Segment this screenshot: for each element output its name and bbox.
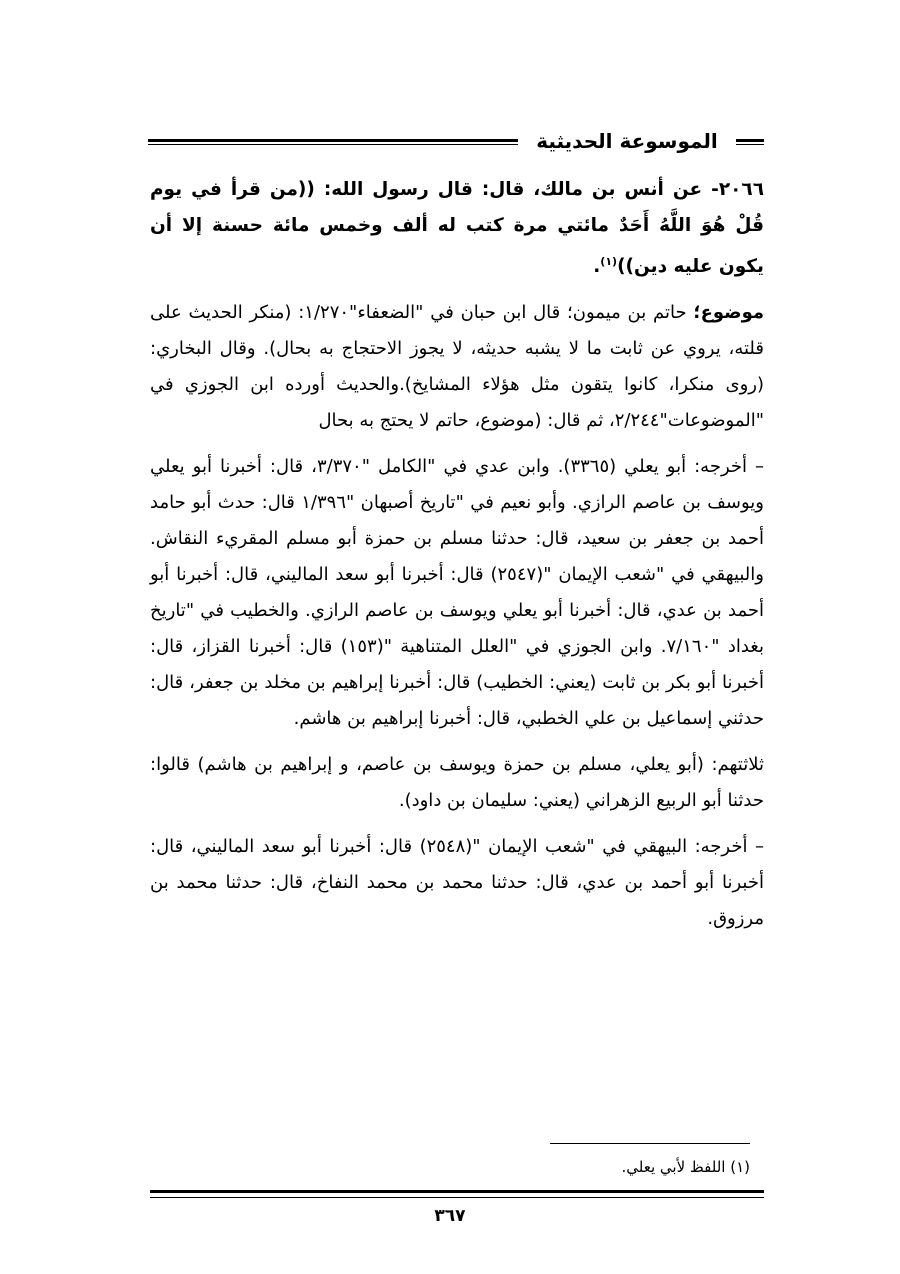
takhrij-paragraph-2: ثلاثتهم: (أبو يعلي، مسلم بن حمزة ويوسف بن عاصم، و إبراهيم بن هاشم) قالوا: حدثنا أبو الربيع الزهراني (يعني: سليمان بن داود).: [150, 754, 764, 812]
page-body: [150, 172, 764, 947]
takhrij-paragraph-3: – أخرجه: البيهقي في "شعب الإيمان "(٢٥٤٨) قال: أخبرنا أبو سعد الماليني، قال: أخبرنا أبو أحمد بن عدي، قال: حدثنا محمد بن محمد النفاخ، قال: حدثنا محمد بن مرزوق.: [150, 836, 764, 930]
page-number: ٣٦٧: [434, 1206, 466, 1226]
grading-text: حاتم بن ميمون؛ قال ابن حبان في "الضعفاء"١/٢٧٠: (منكر الحديث على قلته، يروي عن ثابت ما لا يشبه حديثه، لا يجوز الاحتجاج به بحال). وقال البخاري: (روى منكرا، كانوا يتقون مثل هؤلاء المشايخ).والحديث أورده ابن الجوزي في "الموضوعات"٢/٢٤٤، ثم قال: (موضوع، حاتم لا يحتج به بحال: [150, 302, 764, 432]
footer-rule-thin: [150, 1197, 764, 1198]
footer-rule-thick: [150, 1190, 764, 1193]
footnote-ref: (١): [600, 255, 618, 268]
grading-paragraph: [150, 295, 764, 439]
header-rule-right-thin: [736, 144, 764, 145]
footnote: (١) اللفظ لأبي يعلي.: [621, 1158, 750, 1176]
running-header: [148, 126, 764, 156]
hadith-paragraph: [150, 172, 764, 285]
header-rule-left-thin: [148, 144, 518, 145]
header-rule-left: [148, 139, 518, 142]
hadith-end: .: [593, 256, 601, 278]
grading-label: موضوع؛: [693, 302, 764, 324]
header-rule-right: [736, 139, 764, 142]
hadith-text: ٢٠٦٦- عن أنس بن مالك، قال: قال رسول الله: ((من قرأ في يوم قُلْ هُوَ اللَّهُ أَحَدٌ مائتي مرة كتب له ألف وخمس مائة حسنة إلا أن يكون عليه دين)): [150, 179, 764, 278]
header-title: الموسوعة الحديثية: [536, 129, 718, 153]
footnote-separator: [550, 1143, 750, 1144]
takhrij-paragraph-1: – أخرجه: أبو يعلي (٣٣٦٥). وابن عدي في "الكامل "٣/٣٧٠، قال: أخبرنا أبو يعلي ويوسف بن عاصم الرازي. وأبو نعيم في "تاريخ أصبهان "١/٣٩٦ قال: حدث أبو حامد أحمد بن جعفر بن سعيد، قال: حدثنا مسلم بن حمزة أبو مسلم المقريء النقاش. والبيهقي في "شعب الإيمان "(٢٥٤٧) قال: أخبرنا أبو سعد الماليني، قال: أخبرنا أبو أحمد بن عدي، قال: أخبرنا أبو يعلي ويوسف بن عاصم الرازي. والخطيب في "تاريخ بغداد "٧/١٦٠. وابن الجوزي في "العلل المتناهية "(١٥٣) قال: أخبرنا القزاز، قال: أخبرنا أبو بكر بن ثابت (يعني: الخطيب) قال: أخبرنا إبراهيم بن مخلد بن جعفر، قال: حدثني إسماعيل بن علي الخطبي، قال: أخبرنا إبراهيم بن هاشم.: [150, 456, 765, 730]
